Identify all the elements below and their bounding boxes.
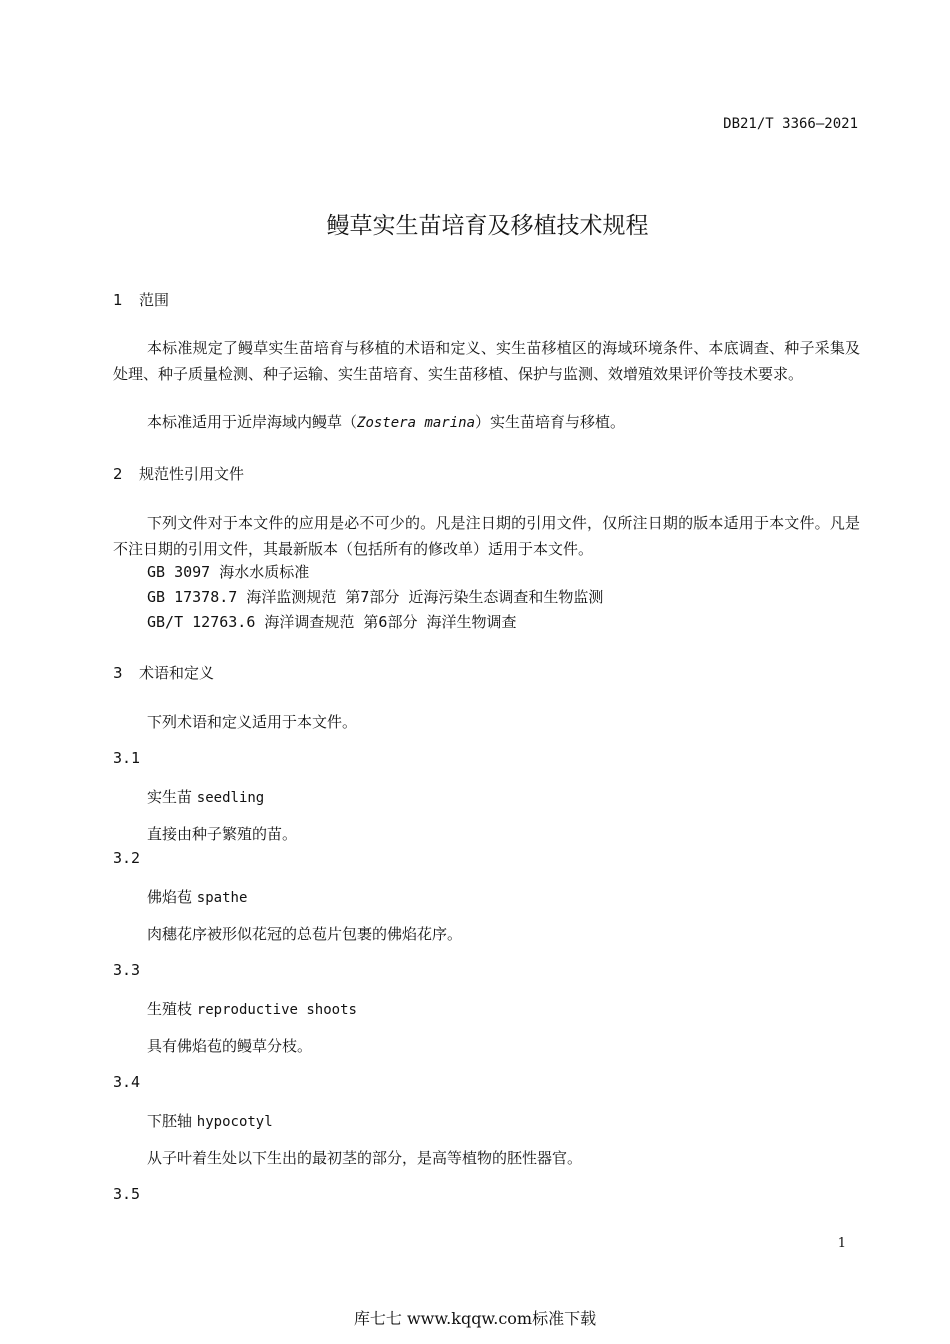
section-number: 3 <box>113 664 123 682</box>
reference-item: GB 3097 海水水质标准 <box>147 563 310 581</box>
scope-paragraph-2: 本标准适用于近岸海域内鳗草（Zostera marina）实生苗培育与移植。 <box>147 413 626 431</box>
footer-watermark[interactable]: 库七七 www.kqqw.com标准下载 <box>353 1309 597 1328</box>
term-definition: 直接由种子繁殖的苗。 <box>147 825 298 843</box>
term-en: hypocotyl <box>196 1114 273 1130</box>
section-title: 规范性引用文件 <box>139 465 245 483</box>
term-zh: 生殖枝 <box>147 1000 193 1018</box>
term-number: 3.1 <box>113 749 141 767</box>
terms-intro: 下列术语和定义适用于本文件。 <box>147 713 358 731</box>
term-zh: 佛焰苞 <box>147 888 193 906</box>
term-zh: 实生苗 <box>147 788 193 806</box>
section-number: 2 <box>113 465 123 483</box>
scope-paragraph-1: 本标准规定了鳗草实生苗培育与移植的术语和定义、实生苗移植区的海域环境条件、本底调查、种子采集及处理、种子质量检测、种子运输、实生苗培育、实生苗移植、保护与监测、效增殖效果评价等技术要求。 <box>113 339 860 383</box>
reference-item: GB 17378.7 海洋监测规范 第7部分 近海污染生态调查和生物监测 <box>147 588 604 606</box>
term-entry <box>147 786 264 807</box>
term-number: 3.5 <box>113 1185 141 1203</box>
species-name: Zostera marina <box>357 415 476 431</box>
term-entry <box>147 886 247 907</box>
term-definition: 从子叶着生处以下生出的最初茎的部分，是高等植物的胚性器官。 <box>147 1149 583 1167</box>
term-en: seedling <box>196 790 265 806</box>
term-number: 3.2 <box>113 849 141 867</box>
section-number: 1 <box>113 291 123 309</box>
section-title: 术语和定义 <box>139 664 215 682</box>
document-code: DB21/T 3366—2021 <box>723 116 858 132</box>
term-zh: 下胚轴 <box>147 1112 193 1130</box>
section-title: 范围 <box>139 291 170 309</box>
term-entry <box>147 998 357 1019</box>
section-heading-3 <box>113 662 214 683</box>
term-number: 3.3 <box>113 961 141 979</box>
term-definition: 肉穗花序被形似花冠的总苞片包裹的佛焰花序。 <box>147 925 463 943</box>
page-number: 1 <box>837 1236 846 1251</box>
term-entry <box>147 1110 273 1131</box>
term-number: 3.4 <box>113 1073 141 1091</box>
document-title: 鳗草实生苗培育及移植技术规程 <box>326 213 649 239</box>
term-en: spathe <box>196 890 248 906</box>
section-heading-2 <box>113 463 244 484</box>
reference-item: GB/T 12763.6 海洋调查规范 第6部分 海洋生物调查 <box>147 613 517 631</box>
term-definition: 具有佛焰苞的鳗草分枝。 <box>147 1037 313 1055</box>
section-heading-1 <box>113 289 169 310</box>
references-intro: 下列文件对于本文件的应用是必不可少的。凡是注日期的引用文件，仅所注日期的版本适用于本文件。凡是不注日期的引用文件，其最新版本（包括所有的修改单）适用于本文件。 <box>113 514 860 558</box>
term-en: reproductive shoots <box>196 1002 357 1018</box>
